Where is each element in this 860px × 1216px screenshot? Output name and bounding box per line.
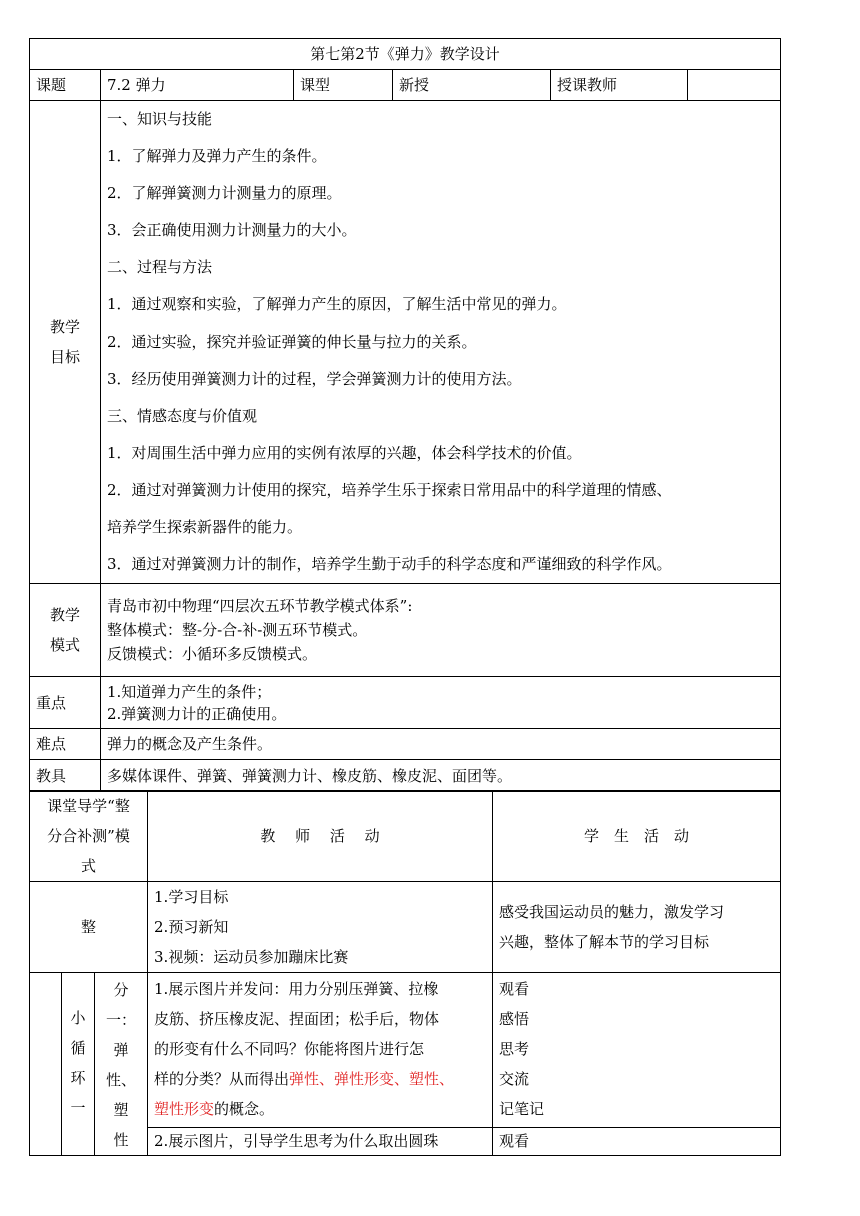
key-points-label: 重点	[30, 677, 101, 729]
mode-label: 教学 模式	[30, 584, 101, 677]
loop1-student-activity-2: 观看	[493, 1127, 781, 1155]
objective-line: 培养学生探索新器件的能力。	[107, 518, 303, 537]
activity-table	[29, 790, 781, 1156]
mode-content: 青岛市初中物理“四层次五环节教学模式体系”: 整体模式：整-分-合-补-测五环节模式。 反馈模式：小循环多反馈模式。	[101, 584, 781, 677]
whole-teacher-activity: 1.学习目标 2.预习新知 3.视频：运动员参加蹦床比赛	[148, 882, 493, 973]
type-value: 新授	[393, 70, 551, 101]
loop1-student-activity-1: 观看 感悟 思考 交流 记笔记	[493, 973, 781, 1128]
objective-line: 一、知识与技能	[107, 110, 213, 128]
topic-label: 课题	[30, 70, 101, 101]
objective-line: 3．通过对弹簧测力计的制作，培养学生勤于动手的科学态度和严谨细致的科学作风。	[107, 555, 672, 574]
loop-outer-cell	[30, 973, 62, 1156]
loop1-teacher-activity-2: 2.展示图片，引导学生思考为什么取出圆珠	[148, 1127, 493, 1155]
objective-line: 二、过程与方法	[107, 258, 213, 277]
objective-line: 1．了解弹力及弹力产生的条件。	[107, 147, 327, 166]
teacher-activity-header: 教 师 活 动	[148, 791, 493, 882]
difficulty-label: 难点	[30, 729, 101, 760]
topic-value: 7.2 弹力	[101, 70, 294, 101]
type-label: 课型	[294, 70, 393, 101]
objective-line: 2．通过对弹簧测力计使用的探究，培养学生乐于探索日常用品中的科学道理的情感、	[107, 480, 672, 499]
objective-line: 三、情感态度与价值观	[107, 406, 258, 425]
teacher-value	[688, 70, 781, 101]
highlight-text: 塑性形变	[154, 1100, 215, 1118]
part-one-label: 分 一： 弹 性、 塑 性	[95, 973, 148, 1156]
loop-one-label: 小 循 环 一	[62, 973, 95, 1156]
key-points-content: 1.知道弹力产生的条件； 2.弹簧测力计的正确使用。	[101, 677, 781, 729]
student-activity-header: 学 生 活 动	[493, 791, 781, 882]
objective-line: 1．对周围生活中弹力应用的实例有浓厚的兴趣，体会科学技术的价值。	[107, 443, 582, 462]
objective-line: 1．通过观察和实验，了解弹力产生的原因，了解生活中常见的弹力。	[107, 295, 567, 314]
objective-line: 2．了解弹簧测力计测量力的原理。	[107, 184, 342, 203]
objectives-label: 教学 目标	[30, 101, 101, 584]
difficulty-value: 弹力的概念及产生条件。	[101, 729, 781, 760]
lesson-plan-table	[29, 38, 781, 792]
whole-label: 整	[30, 882, 148, 973]
objective-line: 3．会正确使用测力计测量力的大小。	[107, 221, 357, 240]
tools-value: 多媒体课件、弹簧、弹簧测力计、橡皮筋、橡皮泥、面团等。	[101, 760, 781, 792]
mode-header: 课堂导学“整 分合补测”模 式	[30, 791, 148, 882]
highlight-text: 弹性、弹性形变、塑性、	[289, 1070, 455, 1088]
whole-student-activity: 感受我国运动员的魅力，激发学习 兴趣，整体了解本节的学习目标	[493, 882, 781, 973]
teacher-label: 授课教师	[551, 70, 688, 101]
objective-line: 3．经历使用弹簧测力计的过程，学会弹簧测力计的使用方法。	[107, 369, 522, 388]
objective-line: 2．通过实验，探究并验证弹簧的伸长量与拉力的关系。	[107, 332, 477, 351]
document-title: 第七第2节《弹力》教学设计	[30, 39, 781, 70]
loop1-teacher-activity-1: 1.展示图片并发问：用力分别压弹簧、拉橡 皮筋、挤压橡皮泥、捏面团；松手后，物体 的形变有什么不同吗？你能将图片进行怎 样的分类？从而得出弹性、弹性形变、塑性、 塑性形变的概念。	[148, 973, 493, 1128]
tools-label: 教具	[30, 760, 101, 792]
objectives-content	[101, 101, 781, 584]
